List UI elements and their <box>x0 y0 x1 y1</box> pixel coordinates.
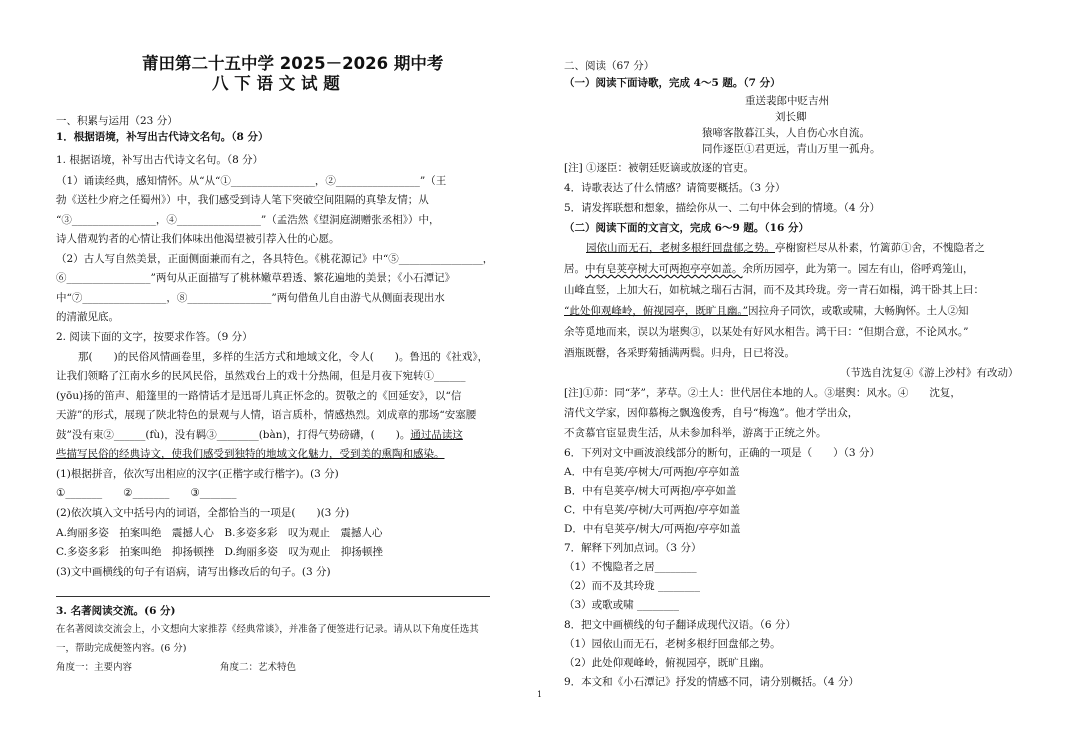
classical-line-4 <box>564 304 969 318</box>
q1-part1-line1: （1）诵读经典，感知情怀。从“从“①________________，②________________”（王 <box>56 175 447 187</box>
q2-heading: 2. 阅读下面的文字，按要求作答。（9 分） <box>56 331 253 343</box>
q1-part2-line2: ⑥________________”两句从正面描写了桃林嫩草碧透、繁花遍地的美景；《小石潭记》 <box>56 272 456 284</box>
classical-note-2: 清代文学家，因仰慕梅之飘逸俊秀，自号“梅逸”。他才学出众， <box>564 407 859 419</box>
q6-option-d: D．中有皂荚亭/树大/可两抱/亭亭如盖 <box>564 523 741 535</box>
exam-subtitle: 八 下 语 文 试 题 <box>212 74 340 93</box>
q2-sub2: (2)依次填入文中括号内的词语，全都恰当的一项是( )(3 分) <box>56 507 350 519</box>
q6-option-b: B．中有皂荚亭/树大可两抱/亭亭如盖 <box>564 485 737 497</box>
poem-line-1: 猿啼客散暮江头，人自伤心水自流。 <box>702 127 870 139</box>
q1-part2-line1: （2）古人写自然美景，正面侧面兼而有之，各具特色。《桃花源记》中“⑤________________， <box>56 253 494 265</box>
q2-text-line5 <box>56 428 463 442</box>
classical-line-1 <box>586 241 985 255</box>
section-2-heading: 二、阅读（67 分） <box>564 60 655 72</box>
q7-item-2: （2）而不及其玲珑 ________ <box>564 580 701 592</box>
classical-underlined-sentence-2: “此处仰观峰岭，俯视园亭，既旷且幽。” <box>564 305 748 317</box>
q3-heading: 3. 名著阅读交流。(6 分) <box>56 605 176 617</box>
q2-text-line1: 那( )的民俗风情画卷里，多样的生活方式和地域文化，令人( )。鲁迅的《社戏》， <box>78 351 489 363</box>
q2-options-ab: A.绚丽多姿 拍案叫绝 震撼人心 B.多姿多彩 叹为观止 震撼人心 <box>56 527 383 539</box>
q7-item-1: （1）不愧隐者之居________ <box>564 561 697 573</box>
q2-sub3: (3)文中画横线的句子有语病，请写出修改后的句子。(3 分) <box>56 566 331 578</box>
q1-part2-line3: 中“⑦________________，⑧________________”两句借鱼儿自由游弋从侧面表现出水 <box>56 292 445 304</box>
classical-line-2 <box>564 262 974 276</box>
q8-item-1: （1）园依山而无石，老树多根纡回盘郁之势。 <box>564 638 781 650</box>
classical-line-4-rest: 因拉舟子同饮，或歌或啸，大畅胸怀。土人②知 <box>748 305 969 317</box>
poem-note: [注] ①逐臣：被朝廷贬谪或放逐的官吏。 <box>564 162 755 174</box>
q9: 9．本文和《小石潭记》抒发的情感不同，请分别概括。（4 分） <box>564 676 859 688</box>
q2-text-line4: 天游”的形式，展现了陕北特色的景观与人情，语言质朴，情感热烈。刘成章的那场“安塞腰 <box>56 409 477 421</box>
q7-item-3: （3）或歌或啸 ________ <box>564 599 680 611</box>
classical-line-5: 余等觅地而来，误以为堪舆③，以某处有好风水相告。鸿干曰：“但期合意，不论风水。” <box>564 326 969 338</box>
q2-underlined-sentence-end: 些描写民俗的经典诗文，使我们感受到独特的地域文化魅力，受到美的熏陶和感染。 <box>56 448 445 460</box>
q3-text-line1: 在名著阅读交流会上，小文想向大家推荐《经典常谈》，并准备了便签进行记录。请从以下角度任选其 <box>56 624 479 635</box>
q3-angle-2: 角度二：艺术特色 <box>220 662 297 673</box>
q2-underlined-sentence-start: 通过品读这 <box>410 429 463 441</box>
classical-line-1-rest: 亭榭窗栏尽从朴素，竹篱茆①舍，不愧隐者之 <box>775 242 985 254</box>
q4: 4．诗歌表达了什么情感？请简要概括。（3 分） <box>564 182 786 194</box>
q3-angle-1: 角度一：主要内容 <box>56 662 133 673</box>
classical-line-6: 酒瓶既罄，各采野菊插满两鬓。归舟，日已将没。 <box>564 347 795 359</box>
q2-answer-line <box>56 596 490 597</box>
q1-part1-line3: “③________________，④________________”（孟浩然《望洞庭湖赠张丞相》）中， <box>56 214 440 226</box>
classical-wavy-sentence: 中有皂荚亭树大可两抱亭亭如盖。 <box>585 263 743 275</box>
q1-heading-repeat: 1. 根据语境，补写出古代诗文名句。（8 分） <box>56 154 264 166</box>
q3-text-line2: 一，帮助完成便签内容。(6 分) <box>56 643 187 654</box>
q6-option-a: A．中有皂荚/亭树大/可两抱/亭亭如盖 <box>564 466 740 478</box>
classical-underlined-sentence-1: 园依山而无石，老树多根纡回盘郁之势。 <box>586 242 775 254</box>
q2-sub1: (1)根据拼音，依次写出相应的汉字(正楷字或行楷字)。(3 分) <box>56 468 339 480</box>
q1-heading: 1．根据语境，补写出古代诗文名句。（8 分） <box>56 131 269 143</box>
q1-part2-line4: 的清澈见底。 <box>56 311 119 323</box>
exam-title: 莆田第二十五中学 2025－2026 期中考 <box>142 54 444 73</box>
poem-line-2: 同作逐臣①君更远，青山万里一孤舟。 <box>702 143 881 155</box>
classical-line-2-start: 居。 <box>564 263 585 275</box>
q8: 8．把文中画横线的句子翻译成现代汉语。（6 分） <box>564 619 796 631</box>
q7: 7．解释下列加点词。（3 分） <box>564 542 702 554</box>
q2-options-cd: C.多姿多彩 拍案叫绝 抑扬顿挫 D.绚丽多姿 叹为观止 抑扬顿挫 <box>56 546 383 558</box>
q5: 5．请发挥联想和想象，描绘你从一、二句中体会到的情境。（4 分） <box>564 202 880 214</box>
q2-text-line3: (yōu)扬的笛声、船篷里的一路情话才是迅哥儿真正怀念的。贺敬之的《回延安》，以“信 <box>56 390 462 402</box>
q2-text-line2: 让我们领略了江南水乡的民风民俗，虽然戏台上的戏十分热闹，但是月夜下宛转①______ <box>56 370 466 382</box>
poem-title: 重送裴郎中贬吉州 <box>745 95 829 107</box>
poem-section-heading: （一）阅读下面诗歌，完成 4～5 题。（7 分） <box>564 77 781 89</box>
q6: 6．下列对文中画波浪线部分的断句，正确的一项是（ ）（3 分） <box>564 447 880 459</box>
q8-item-2: （2）此处仰观峰岭，俯视园亭，既旷且幽。 <box>564 657 771 669</box>
q1-part1-line2: 勃《送杜少府之任蜀州》）中，我们感受到诗人笔下突破空间阻隔的真挚友情；从 <box>56 194 429 206</box>
poem-author: 刘长卿 <box>775 111 807 123</box>
q6-option-c: C．中有皂荚/亭树/大可两抱/亭亭如盖 <box>564 504 741 516</box>
classical-note-1: [注]①茆：同“茅”，茅草。②土人：世代居住本地的人。③堪舆：风水。④ 沈复， <box>564 387 961 399</box>
q2-sub1-blanks: ①_______ ②_______ ③_______ <box>56 487 237 499</box>
classical-note-3: 不贪慕官宦显贵生活，从未参加科举，游离于正统之外。 <box>564 427 827 439</box>
classical-line-3: 山峰直竖，上加大石，如杭城之瑞石古洞，而不及其玲珑。旁一青石如榻，鸿干卧其上曰： <box>564 284 984 296</box>
classical-line-2-rest: 余所历园亭，此为第一。园左有山，俗呼鸡笼山， <box>742 263 974 275</box>
classical-source: （节选自沈复④《游上沙村》有改动） <box>840 367 1019 379</box>
page-number: 1 <box>537 690 543 699</box>
classical-section-heading: （二）阅读下面的文言文，完成 6～9 题。（16 分） <box>564 222 809 234</box>
q2-text-line5-start: 鼓”没有束②______(fù)，没有羁③________(bàn)，打得气势磅礴，( )。 <box>56 429 411 441</box>
q1-part1-line4: 诗人借观钓者的心情让我们体味出他渴望被引荐入仕的心愿。 <box>56 233 340 245</box>
section-1-heading: 一、积累与运用（23 分） <box>56 115 178 127</box>
